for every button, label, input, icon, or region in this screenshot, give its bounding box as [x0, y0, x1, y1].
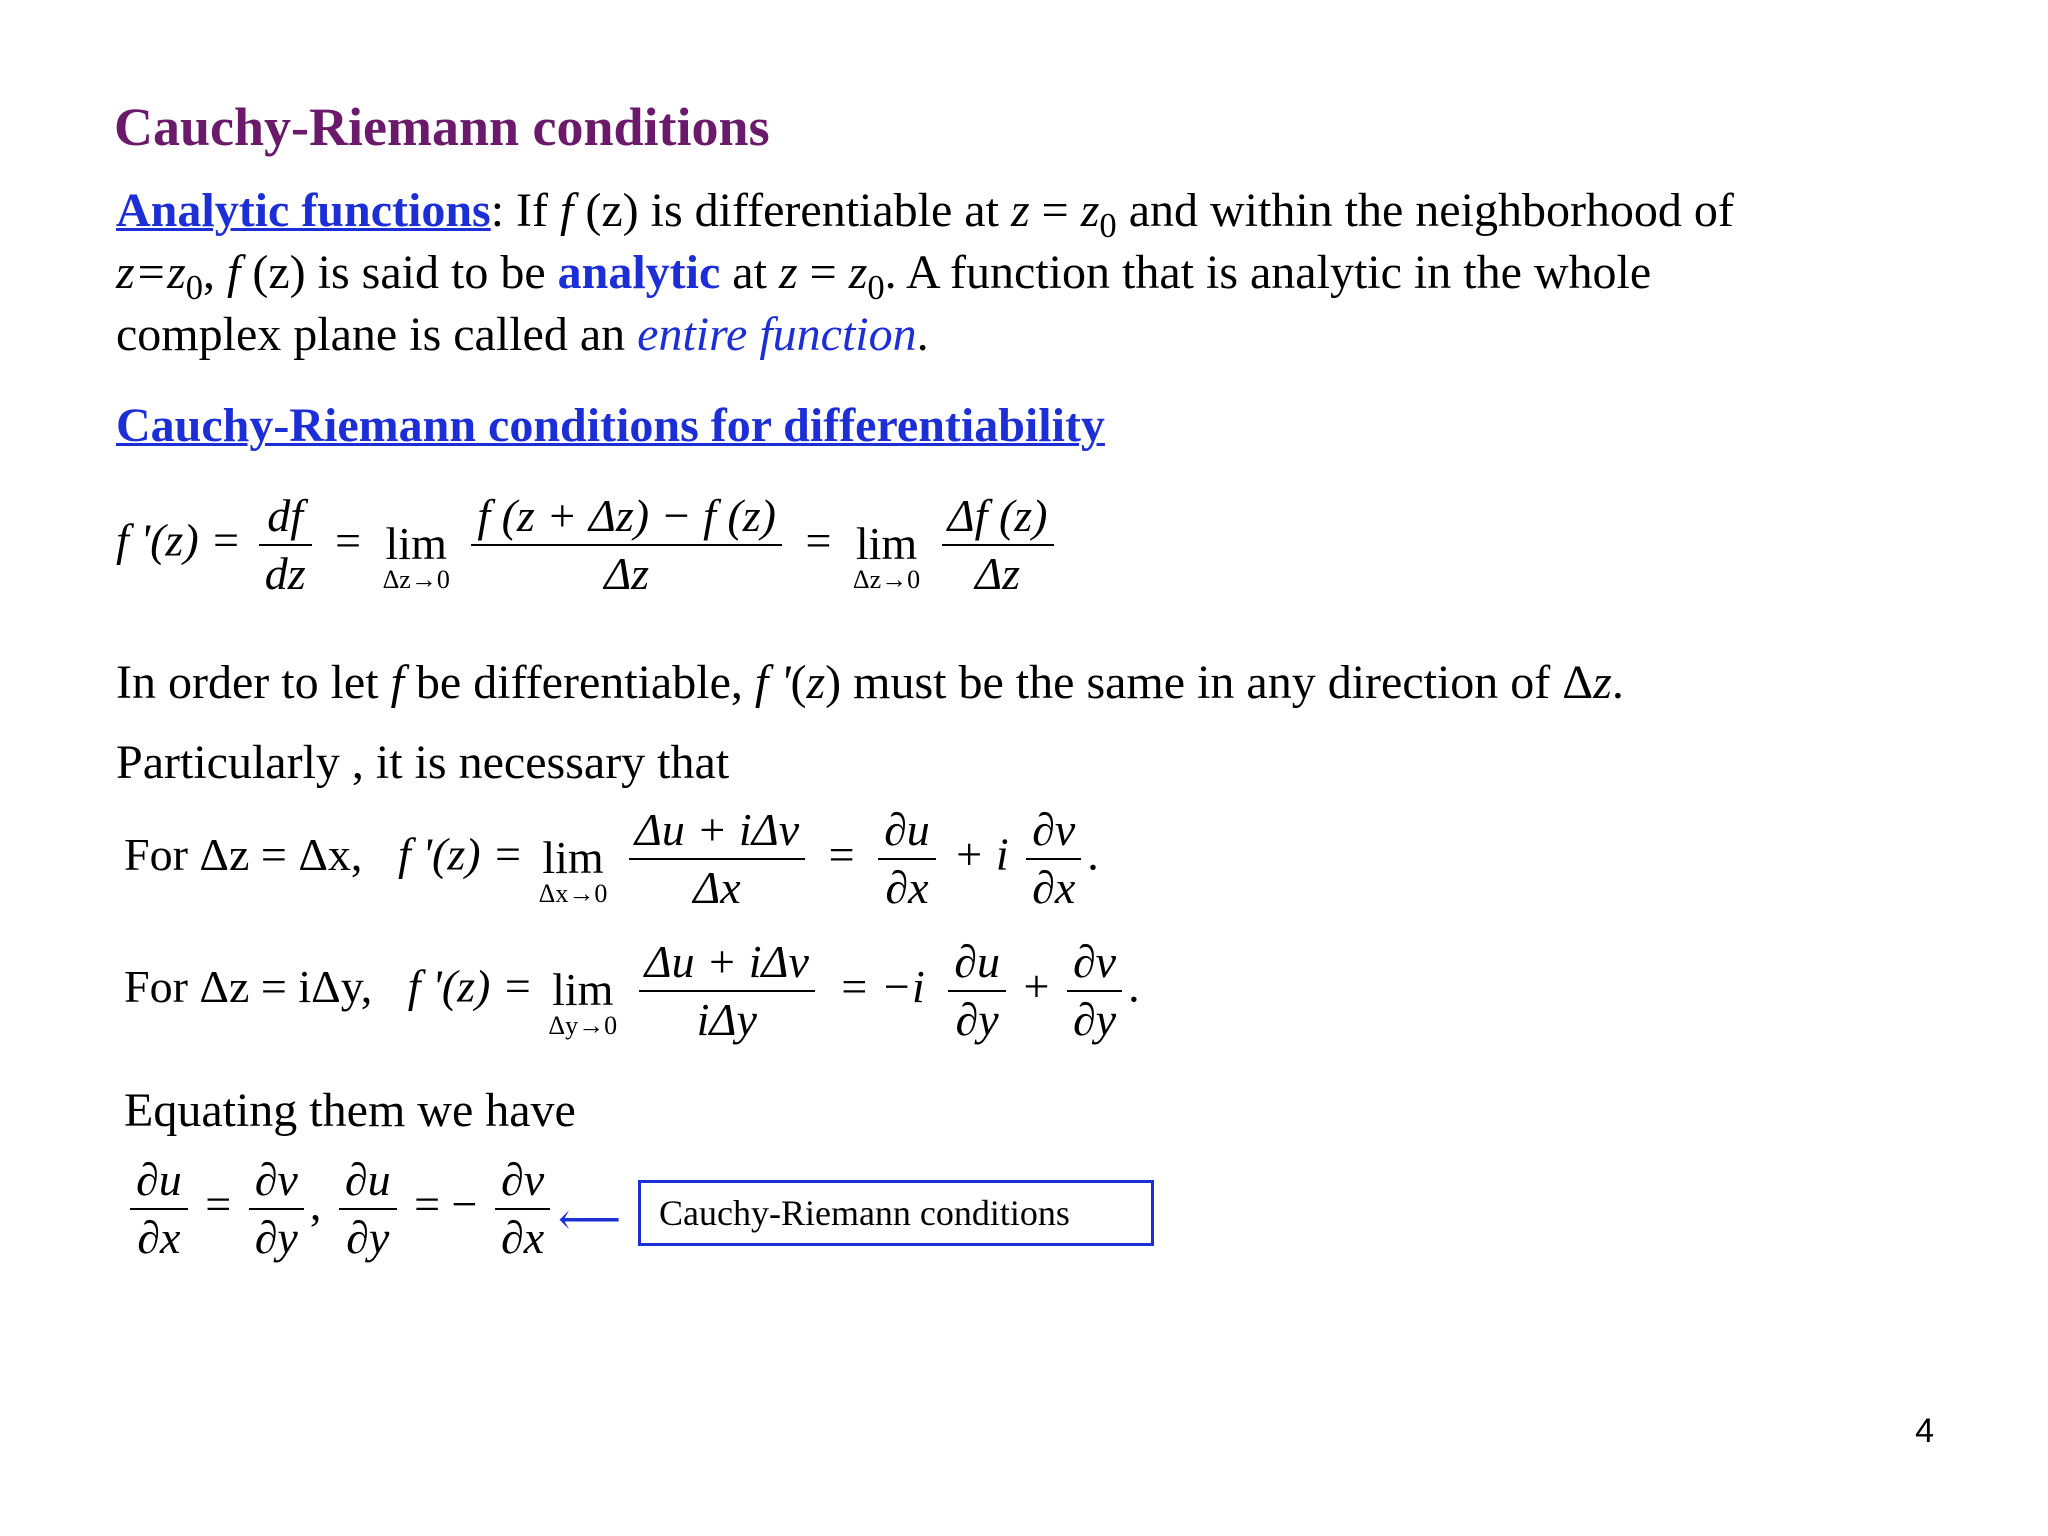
subscript: 0 [185, 269, 204, 308]
var-f: f [227, 246, 241, 299]
lim-sub: Δz→0 [382, 565, 450, 594]
var-z0: z [848, 246, 868, 299]
equals-minus-i: = −i [838, 960, 925, 1012]
comma: , [309, 1178, 322, 1230]
page-number: 4 [1915, 1412, 1934, 1450]
eq-prefix: For Δz = iΔy, [124, 960, 373, 1012]
period: . [1128, 960, 1140, 1012]
lim-sub: Δz→0 [852, 565, 921, 594]
var-z0: z [1080, 184, 1100, 237]
var-z: z [1010, 184, 1030, 237]
equals: = [205, 1178, 232, 1230]
denominator: ∂y [346, 1212, 390, 1263]
text: be differentiable, [403, 656, 755, 709]
fraction-du-dy [948, 934, 1006, 1048]
numerator: ∂u [884, 804, 930, 855]
fraction-dv-dx [1026, 802, 1081, 916]
analytic-line-1 [116, 180, 1734, 246]
equation-dy-direction [124, 934, 1140, 1048]
text: at [720, 246, 779, 299]
var-z: z [778, 246, 798, 299]
arrow-left-icon: ⟵ [558, 1195, 622, 1244]
numerator: ∂v [254, 1154, 298, 1205]
fraction-du-dy [339, 1152, 397, 1266]
eq-lhs: f '(z) = [407, 960, 533, 1012]
fraction-df-dz [259, 488, 312, 602]
numerator: Δf (z) [947, 490, 1048, 541]
eq-prefix: For Δz = Δx, [124, 828, 363, 880]
text: (z) [573, 184, 639, 237]
cr-heading-link[interactable]: Cauchy-Riemann conditions for differentiability [116, 399, 1105, 452]
fraction-dv-dx [495, 1152, 550, 1266]
numerator: df [267, 490, 304, 541]
denominator: dz [264, 548, 306, 599]
var-f-prime: f ' [754, 656, 791, 709]
colon: : [490, 184, 505, 237]
numerator: ∂u [344, 1154, 391, 1205]
numerator: ∂v [1072, 936, 1117, 987]
numerator: ∂v [500, 1154, 545, 1205]
denominator: Δz [975, 548, 1021, 599]
text: z=z [116, 246, 186, 299]
eq-lhs: f '(z) = [397, 828, 524, 880]
denominator: Δx [693, 862, 741, 913]
denominator: ∂x [1032, 862, 1076, 913]
numerator: f (z + Δz) − f (z) [477, 490, 776, 541]
analytic-functions-link[interactable]: Analytic functions [116, 184, 491, 237]
equation-dx-direction [124, 802, 1099, 916]
fraction-dv-dy [249, 1152, 304, 1266]
equals: = [828, 828, 855, 880]
fraction-du-dx [878, 802, 936, 916]
numerator: ∂v [1032, 804, 1076, 855]
fraction-difference-quotient [471, 488, 782, 602]
text: = [797, 246, 849, 299]
equating-sentence: Equating them we have [124, 1084, 576, 1137]
text: is said to be [305, 246, 558, 299]
particularly-sentence: Particularly , it is necessary that [116, 736, 730, 789]
fraction-dv-dy [1067, 934, 1122, 1048]
denominator: ∂x [500, 1212, 545, 1263]
numerator: ∂u [954, 936, 1000, 987]
var-z: z [806, 656, 826, 709]
cauchy-riemann-equations [124, 1152, 556, 1266]
text: ( [790, 656, 807, 709]
var-z: z [1593, 656, 1612, 709]
equals-minus: = − [414, 1178, 478, 1230]
lim-label: lim [855, 518, 918, 569]
var-f: f [560, 184, 574, 237]
denominator: Δz [604, 548, 650, 599]
denominator: ∂x [137, 1212, 181, 1263]
subscript: 0 [867, 269, 885, 308]
text: , [203, 246, 228, 299]
derivative-equation [116, 488, 1060, 602]
limit [538, 832, 608, 908]
numerator: ∂u [136, 1154, 182, 1205]
numerator: Δu + iΔv [634, 804, 800, 855]
denominator: ∂y [955, 994, 999, 1045]
limit [382, 518, 450, 594]
text: ) must be the same in any direction of Δ [825, 656, 1594, 709]
denominator: ∂y [1072, 994, 1117, 1045]
plus: + [1023, 960, 1050, 1012]
limit [548, 964, 618, 1040]
order-sentence [116, 652, 1624, 714]
fraction-delta-f [942, 488, 1054, 602]
fraction-du-idv-idy [639, 934, 815, 1048]
text: If [504, 184, 561, 237]
denominator: iΔy [696, 994, 757, 1045]
denominator: ∂y [254, 1212, 298, 1263]
analytic-keyword: analytic [557, 246, 721, 299]
text: and within the neighborhood of [1116, 184, 1734, 237]
limit [852, 518, 921, 594]
analytic-line-2 [116, 242, 1652, 308]
period: . [1087, 828, 1099, 880]
lim-label: lim [552, 964, 614, 1015]
equals: = [335, 514, 362, 566]
text: is differentiable at [638, 184, 1011, 237]
lim-sub: Δx→0 [538, 879, 608, 908]
text: . [1611, 656, 1624, 709]
equals: = [805, 514, 832, 566]
numerator: Δu + iΔv [644, 936, 809, 987]
fraction-du-dx [130, 1152, 188, 1266]
analytic-line-3 [116, 304, 929, 366]
text: = [1029, 184, 1081, 237]
lim-label: lim [385, 518, 447, 569]
eq-lhs: f '(z) = [116, 514, 242, 566]
var-f: f [390, 656, 404, 709]
page-title: Cauchy-Riemann conditions [114, 97, 770, 157]
lim-label: lim [542, 832, 604, 883]
fraction-du-idv-dx [629, 802, 805, 916]
callout-box: Cauchy-Riemann conditions [638, 1180, 1154, 1246]
text: (z) [240, 246, 306, 299]
entire-function-term: entire function [637, 308, 917, 361]
subscript: 0 [1099, 207, 1117, 246]
text: In order to let [116, 656, 391, 709]
text: . [916, 308, 929, 361]
lim-sub: Δy→0 [548, 1011, 618, 1040]
text: complex plane is called an [116, 308, 638, 361]
plus-i: + i [953, 828, 1009, 880]
text: . A function that is analytic in the whole [884, 246, 1652, 299]
denominator: ∂x [885, 862, 929, 913]
